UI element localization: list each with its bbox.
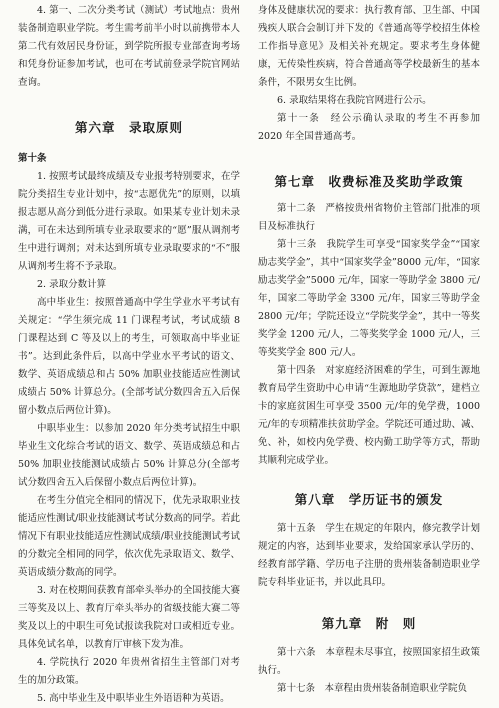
right-column: [258, 0, 480, 698]
paragraph-article-12: 第十二条 严格按贵州省物价主管部门批准的项目及标准执行: [258, 203, 480, 232]
paragraph-health-requirements: 身体及健康状况的要求：执行教育部、卫生部、中国残疾人联合会制订并下发的《普通高等学校招生体检工作指导意见》及相关补充规定。要求考生身体健康，无传染性疾病，符合普通高等学校最新生的基本条件，不限男女生比例。: [258, 5, 480, 88]
paragraph-bonus-policy: 4. 学院执行 2020 年贵州省招生主管部门对考生的加分政策。: [18, 657, 240, 686]
paragraph-high-school-score: 高中毕业生：按照普通高中学生学业水平考试有关规定：“学生须完成 11 门课程考试，考试成绩 8 门课程达到 C 等及以上的考生，可领取高中毕业证书”。达到此条件后，以高中学业水平考试的语文、数学、英语成绩总和占 50% 加职业技能适应性测试成绩占 50% 计算总分。(全部考试分数四舍五入后保留小数点后两位计算)。: [18, 297, 240, 416]
left-column: [18, 0, 240, 708]
paragraph-admission-rule: 1. 按照考试最终成绩及专业报考特别要求，在学院分类招生专业计划中，按“志愿优先”的原则，以填报志愿从高分到低分进行录取。如果某专业计划未录满，可在未达到所填专业录取要求的“愿”服从调剂考生中进行调剂；对未达到所填专业录取要求的“不”服从调剂考生将不予录取。: [18, 171, 240, 272]
chapter-9-title: 第九章 附 则: [321, 616, 417, 631]
paragraph-exam-location: 4. 第一、二次分类考试（测试）考试地点：贵州装备制造职业学院。考生需考前半小时以前携带本人第二代有效居民身份证，到学院所报专业部查询考场和凭身份证参加考试，也可在考试前登录学院官网站查询。: [18, 5, 240, 88]
chapter-6-title: 第六章 录取原则: [74, 120, 183, 135]
paragraph-publicity: 6. 录取结果将在我院官网进行公示。: [277, 95, 432, 106]
paragraph-article-11: 第十一条 经公示确认录取的考生不再参加 2020 年全国普通高考。: [258, 113, 480, 142]
article-10-heading: 第十条: [18, 153, 47, 164]
paragraph-score-calc-title: 2. 录取分数计算: [37, 279, 107, 290]
paragraph-article-17: 第十七条 本章程由贵州装备制造职业学院负: [277, 683, 468, 694]
paragraph-article-14: 第十四条 对家庭经济困难的学生，可到生源地教育局学生资助中心申请“生源地助学贷款”，建档立卡的家庭贫困生可享受 3500 元/年的免学费，1000 元/年的专项精准扶贫助学金。学院还可通过助、减、免、补，如校内免学费、校内勤工助学等方式，帮助其顺利完成学业。: [258, 365, 480, 466]
paragraph-competition-exemption: 3. 对在校期间获教育部牵头举办的全国技能大赛三等奖及以上、教育厅牵头举办的省级技能大赛二等奖及以上的中职生可免试报读我院对口或相近专业。具体免试名单，以教育厅审核下发为准。: [18, 585, 240, 650]
paragraph-article-16: 第十六条 本章程未尽事宜，按照国家招生政策执行。: [258, 647, 480, 676]
paragraph-tie-break: 在考生分值完全相同的情况下，优先录取职业技能适应性测试/职业技能测试考试分数高的同学。若此情况下有职业技能适应性测试成绩/职业技能测试考试的分数完全相同的同学，依次优先录取语文、数学、英语成绩分数高的同学。: [18, 495, 240, 578]
paragraph-vocational-score: 中职毕业生：以参加 2020 年分类考试招生中职毕业生文化综合考试的语文、数学、英语成绩总和占 50% 加职业技能测试成绩占 50% 计算总分(全部考试分数四舍五入后保留小数点后两位计算)。: [18, 423, 240, 488]
chapter-7-title: 第七章 收费标准及奖助学政策: [274, 174, 464, 189]
paragraph-article-15: 第十五条 学生在规定的年限内，修完教学计划规定的内容，达到毕业要求，发给国家承认学历的、经教育部学籍、学历电子注册的贵州装备制造职业学院专科毕业证书，并以此具印。: [258, 523, 480, 588]
paragraph-language: 5. 高中毕业生及中职毕业生外语语种为英语。: [37, 693, 230, 704]
paragraph-article-13: 第十三条 我院学生可享受“国家奖学金”“国家励志奖学金”，其中“国家奖学金”8000 元/年，“国家励志奖学金”5000 元/年，国家一等助学金 3800 元/年，国家二等助学金 3300 元/年，国家三等助学金 2800 元/年；学院还设立“学院奖学金”，其中一等奖奖学金 1200 元/人，二等奖奖学金 1000 元/人，三等奖奖学金 800 元/人。: [258, 239, 480, 358]
chapter-8-title: 第八章 学历证书的颁发: [294, 492, 444, 507]
